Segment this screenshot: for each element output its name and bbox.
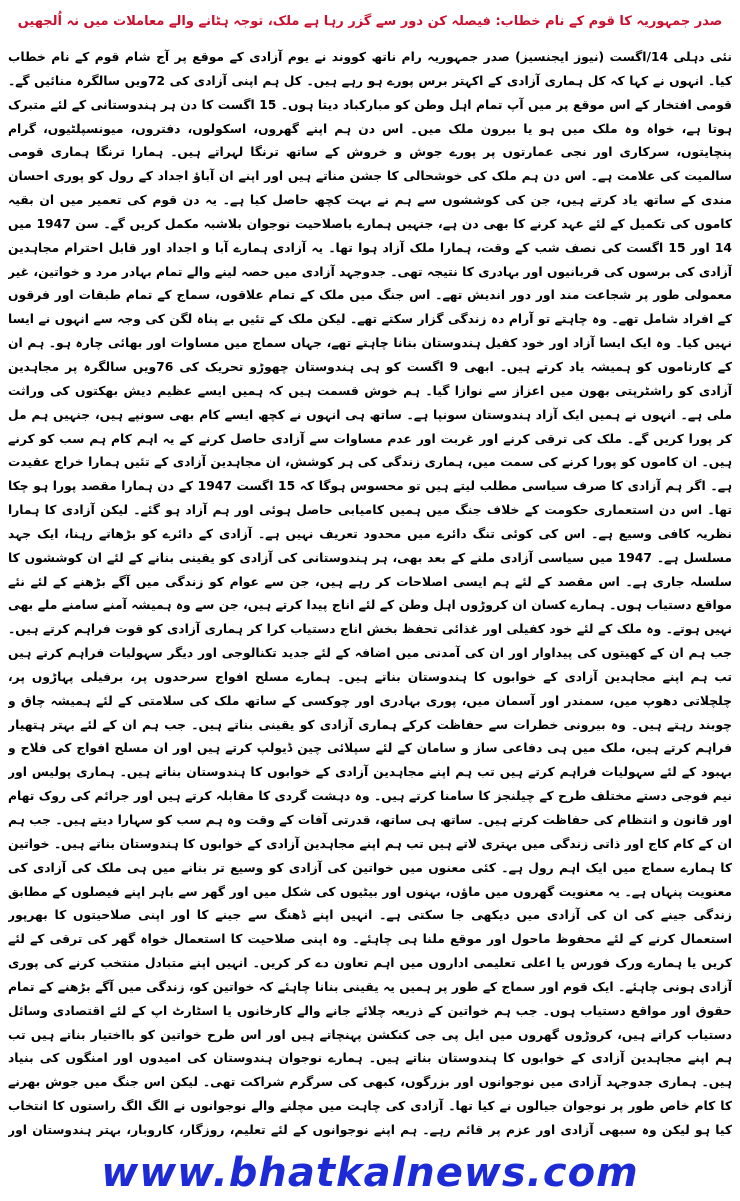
footer-website: www.bhatkalnews.com [101,1150,639,1196]
article-body [8,46,732,1146]
headline: صدر جمہوریہ کا قوم کے نام خطاب: فیصلہ کن دور سے گزر رہا ہے ملک، توجہ ہٹانے والے معاملات میں نہ اُلجھیں [17,14,723,29]
article-paragraph: نئی دہلی 14/اگست (نیوز ایجنسیز) صدر جمہوریہ رام ناتھ کووند نے یوم آزادی کے موقع پر آج شام قوم کے نام خطاب کیا۔ انہوں نے کہا کہ کل ہماری آزادی کے اکہتر برس پورے ہو رہے ہیں۔ کل ہم اپنی آزادی کی 72ویں سالگرہ منائیں گے۔ قومی افتخار کے اس موقع پر میں آپ تمام اہل وطن کو مبارکباد دیتا ہوں۔ 15 اگست کا دن ہر ہندوستانی کے لئے متبرک ہوتا ہے، خواہ وہ ملک میں ہو یا بیرون ملک میں۔ اس دن ہم اپنے گھروں، اسکولوں، دفتروں، میونسپلٹیوں، گرام پنچایتوں، سرکاری اور نجی عمارتوں پر پورے جوش و خروش کے ساتھ ترنگا لہراتے ہیں۔ ہمارا ترنگا ہماری قومی سالمیت کی علامت ہے۔ اس دن ہم ملک کی خوشحالی کا جشن مناتے ہیں اور اپنے ان آباؤ اجداد کے رول کو پوری احسان مندی کے ساتھ یاد کرتے ہیں، جن کی کوششوں سے ہم نے بہت کچھ حاصل کیا ہے۔ یہ دن قوم کی تعمیر میں ان بقیہ کاموں کی تکمیل کے لئے عہد کرنے کا بھی دن ہے، جنہیں ہمارے باصلاحیت نوجوان بلاشبہ مکمل کریں گے۔ سن 1947 میں 14 اور 15 اگست کی نصف شب کے وقت، ہمارا ملک آزاد ہوا تھا۔ یہ آزادی ہمارے آبا و اجداد اور قابل احترام مجاہدین آزادی کی برسوں کی قربانیوں اور بہادری کا نتیجہ تھی۔ جدوجہد آزادی میں حصہ لینے والے تمام بہادر مرد و خواتین، غیر معمولی طور پر شجاعت مند اور دور اندیش تھے۔ اس جنگ میں ملک کے تمام علاقوں، سماج کے تمام طبقات اور فرقوں کے افراد شامل تھے۔ وہ چاہتے تو آرام دہ زندگی گزار سکتے تھے۔ لیکن ملک کے تئیں بے پناہ لگن کی وجہ سے انہوں نے ایسا نہیں کیا۔ وہ ایک ایسا آزاد اور خود کفیل ہندوستان بنانا چاہتے تھے، جہاں سماج میں مساوات اور بھائی چارہ ہو۔ ہم ان کے کارناموں کو ہمیشہ یاد کرتے ہیں۔ ابھی 9 اگست کو ہی ہندوستان چھوڑو تحریک کی 76ویں سالگرہ پر مجاہدین آزادی کو راشٹرپتی بھون میں اعزاز سے نوازا گیا۔ ہم خوش قسمت ہیں کہ ہمیں ایسے عظیم دیش بھکتوں کی وراثت ملی ہے۔ انہوں نے ہمیں ایک آزاد ہندوستان سونپا ہے۔ ساتھ ہی انہوں نے کچھ ایسے کام بھی سونپے ہیں، جنہیں ہم مل کر پورا کریں گے۔ ملک کی ترقی کرنے اور غربت اور عدم مساوات سے آزادی حاصل کرنے کے یہ اہم کام ہم سب کو کرنے ہیں۔ ان کاموں کو پورا کرنے کی سمت میں، ہماری زندگی کی ہر کوشش، ان مجاہدین آزادی کے تئیں ہمارا خراج عقیدت ہے۔ اگر ہم آزادی کا صرف سیاسی مطلب لیتے ہیں تو محسوس ہوگا کہ 15 اگست 1947 کے دن ہمارا مقصد پورا ہو چکا تھا۔ اس دن استعماری حکومت کے خلاف جنگ میں ہمیں کامیابی حاصل ہوئی اور ہم آزاد ہو گئے۔ لیکن آزادی کا ہمارا نظریہ کافی وسیع ہے۔ اس کی کوئی تنگ دائرے میں محدود تعریف نہیں ہے۔ آزادی کے دائرے کو بڑھاتے رہنا، ایک جہد مسلسل ہے۔ 1947 میں سیاسی آزادی ملنے کے بعد بھی، ہر ہندوستانی کی آزادی کو یقینی بنانے کے لئے ان کوششوں کا سلسلہ جاری ہے۔ اس مقصد کے لئے ہم ایسی اصلاحات کر رہے ہیں، جن سے عوام کو زندگی میں آگے بڑھنے کے لئے نئے مواقع دستیاب ہوں۔ ہمارے کسان ان کروڑوں اہل وطن کے لئے اناج پیدا کرتے ہیں، جن سے وہ ہمیشہ آمنے سامنے ملے بھی نہیں ہوتے۔ وہ ملک کے لئے خود کفیلی اور غذائی تحفظ بخش اناج دستیاب کرا کر ہماری آزادی کو قوت فراہم کرتے ہیں۔ جب ہم ان کے کھیتوں کی پیداوار اور ان کی آمدنی میں اضافہ کے لئے جدید تکنالوجی اور دیگر سہولیات فراہم کرتے ہیں تب ہم اپنے مجاہدین آزادی کے خوابوں کا ہندوستان بناتے ہیں۔ ہمارے مسلح افواج سرحدوں پر، برفیلی پہاڑوں پر، چلچلاتی دھوپ میں، سمندر اور آسمان میں، پوری بہادری اور چوکسی کے ساتھ ملک کی سلامتی کے لئے ہمیشہ چاق و چوبند رہتے ہیں۔ وہ بیرونی خطرات سے حفاظت کرکے ہماری آزادی کو یقینی بناتے ہیں۔ جب ہم ان کے لئے بہتر ہتھیار فراہم کرتے ہیں، ملک میں ہی دفاعی ساز و سامان کے لئے سپلائی چین ڈیولپ کرتے ہیں اور ان مسلح افواج کی فلاح و بہبود کے لئے سہولیات فراہم کرتے ہیں تب ہم اپنے مجاہدین آزادی کے خوابوں کا ہندوستان بناتے ہیں۔ ہماری پولیس اور نیم فوجی دستے مختلف طرح کے چیلنجز کا سامنا کرتے ہیں۔ وہ دہشت گردی کا مقابلہ کرتے ہیں اور جرائم کی روک تھام اور قانون و انتظام کی حفاظت کرتے ہیں۔ ساتھ ہی ساتھ، قدرتی آفات کے وقت وہ ہم سب کو سہارا دیتے ہیں۔ جب ہم ان کے کام کاج اور ذاتی زندگی میں بہتری لاتے ہیں تب ہم اپنے مجاہدین آزادی کے خوابوں کا ہندوستان بناتے ہیں۔ خواتین کا ہمارے سماج میں ایک اہم رول ہے۔ کئی معنوں میں خواتین کی آزادی کو وسیع تر بنانے میں ہی ملک کی آزادی کی معنویت پنہاں ہے۔ یہ معنویت گھروں میں ماؤں، بہنوں اور بیٹیوں کی شکل میں اور گھر سے باہر اپنے فیصلوں کے مطابق زندگی جینے کی ان کی آزادی میں دیکھی جا سکتی ہے۔ انہیں اپنے ڈھنگ سے جینے کا اور اپنی صلاحیتوں کا بھرپور استعمال کرنے کے لئے محفوظ ماحول اور موقع ملنا ہی چاہئے۔ وہ اپنی صلاحیت کا استعمال خواہ گھر کی ترقی کے لئے کریں یا ہمارے ورک فورس یا اعلی تعلیمی اداروں میں اہم تعاون دے کر کریں۔ انہیں اپنے متبادل منتخب کرنے کی پوری آزادی ہونی چاہئے۔ ایک قوم اور سماج کے طور پر ہمیں یہ یقینی بنانا چاہئے کہ خواتین کو، زندگی میں آگے بڑھنے کے تمام حقوق اور مواقع دستیاب ہوں۔ جب ہم خواتین کے ذریعہ چلائے جانے والے کارخانوں یا اسٹارٹ اپ کے لئے اقتصادی وسائل دستیاب کراتے ہیں، کروڑوں گھروں میں ایل پی جی کنکشن پہنچاتے ہیں اور اس طرح خواتین کو بااختیار بناتے ہیں تب ہم اپنے مجاہدین آزادی کے خوابوں کا ہندوستان بناتے ہیں۔ ہمارے نوجوان ہندوستان کی امیدوں اور امنگوں کی بنیاد ہیں۔ ہماری جدوجہد آزادی میں نوجوانوں اور بزرگوں، کبھی کی سرگرم شراکت تھی۔ لیکن اس جنگ میں جوش بھرنے کا کام خاص طور پر نوجوان جیالوں نے کیا تھا۔ آزادی کی چاہت میں مچلنے والے نوجوانوں نے الگ الگ راستوں کا انتخاب کیا ہو لیکن وہ سبھی آزادی اور عزم پر قائم رہے۔ ہم اپنے نوجوانوں کے لئے تعلیم، روزگار، کاروبار، بہتر ہندوستان اور [8,50,732,1137]
